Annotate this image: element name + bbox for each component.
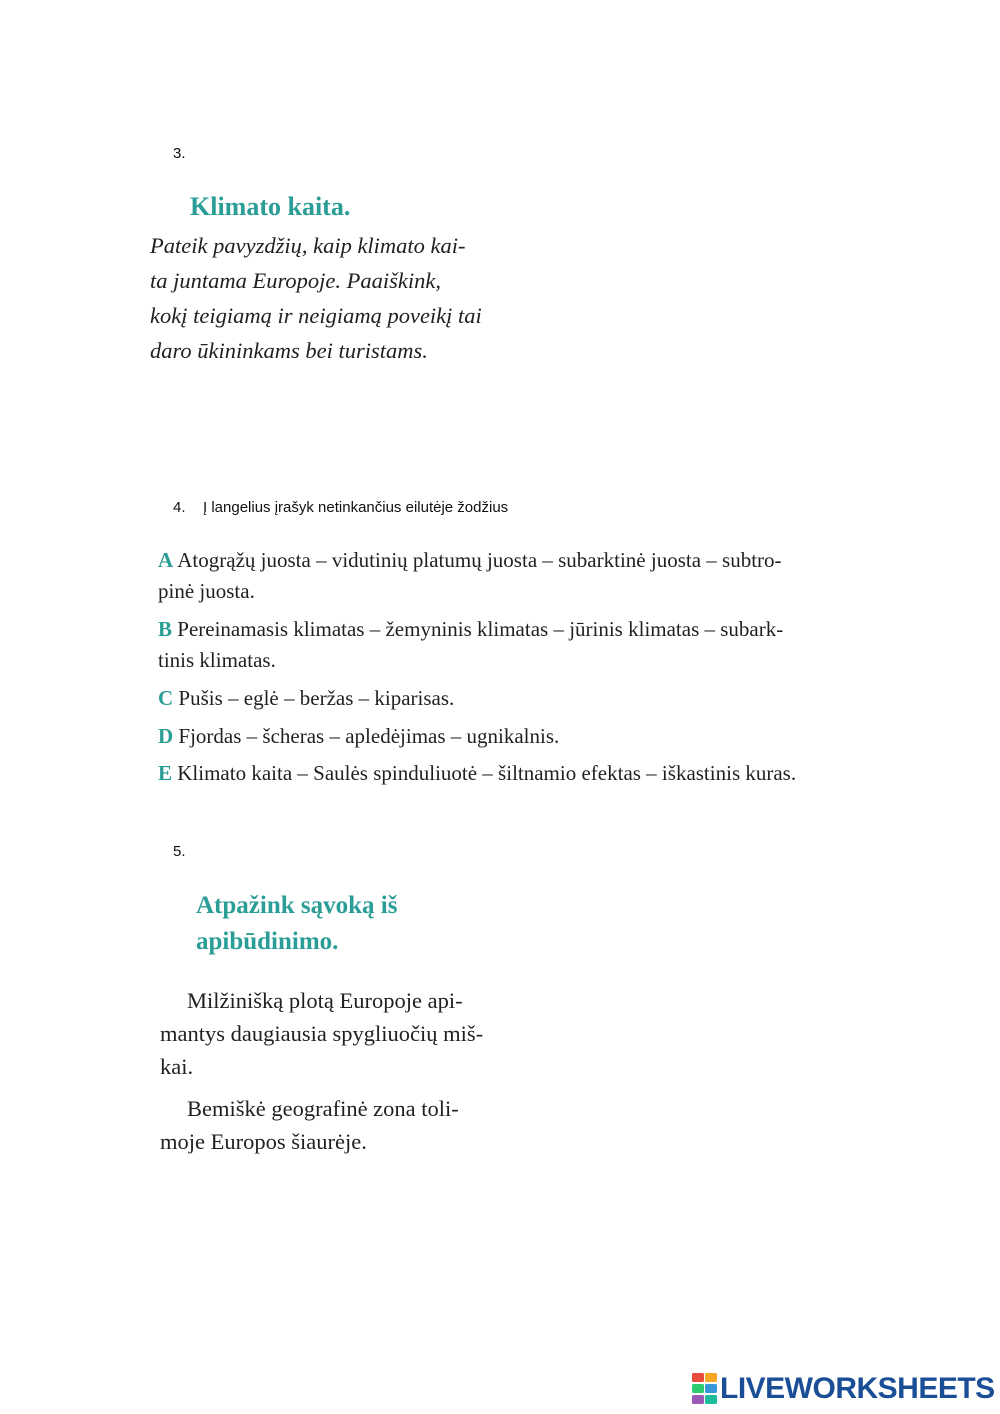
description-line: mantys daugiausia spygliuočių miš- [160, 1021, 484, 1046]
item-letter: E [158, 761, 173, 785]
item-text-continued: tinis klimatas. [158, 648, 276, 672]
question-4-instruction: Į langelius įrašyk netinkančius eilutėje žodžius [203, 499, 509, 516]
question-3-prompt [150, 228, 482, 368]
liveworksheets-logo [692, 1372, 995, 1406]
title-line: Atpažink sąvoką iš [196, 892, 398, 919]
item-letter: D [158, 724, 174, 748]
question-5-title [196, 888, 397, 960]
description-line: Bemiškė geografinė zona toli- [187, 1096, 459, 1121]
prompt-line: ta juntama Europoje. Paaiškink, [150, 268, 442, 293]
item-letter: B [158, 617, 173, 641]
description-line: moje Europos šiaurėje. [160, 1129, 367, 1154]
question-3-number: 3. [173, 145, 186, 162]
liveworksheets-logo-icon [692, 1373, 718, 1405]
item-letter: A [158, 548, 174, 572]
item-text-continued: pinė juosta. [158, 579, 255, 603]
question-5-number: 5. [173, 843, 186, 860]
item-text: Pušis – eglė – beržas – kiparisas. [178, 686, 455, 710]
list-item-e [158, 758, 796, 789]
list-item-c [158, 683, 454, 714]
item-text: Pereinamasis klimatas – žemyninis klimatas – jūrinis klimatas – subark- [177, 617, 784, 641]
list-item-d [158, 721, 559, 752]
item-text: Atogrąžų juosta – vidutinių platumų juosta – subarktinė juosta – subtro- [177, 548, 782, 572]
prompt-line: daro ūkininkams bei turistams. [150, 338, 428, 363]
prompt-line: kokį teigiamą ir neigiamą poveikį tai [150, 303, 482, 328]
item-text: Klimato kaita – Saulės spinduliuotė – šiltnamio efektas – iškastinis kuras. [177, 761, 797, 785]
prompt-line: Pateik pavyzdžių, kaip klimato kai- [150, 233, 466, 258]
question-4-number: 4. [173, 499, 186, 516]
question-5-description-2 [160, 1092, 459, 1158]
item-letter: C [158, 686, 174, 710]
description-line: kai. [160, 1054, 194, 1079]
item-text: Fjordas – šcheras – apledėjimas – ugnikalnis. [178, 724, 560, 748]
logo-text: LIVEWORKSHEETS [720, 1372, 995, 1405]
list-item-a [158, 545, 782, 607]
description-line: Milžinišką plotą Europoje api- [187, 988, 463, 1013]
question-5-description-1 [160, 984, 483, 1083]
list-item-b [158, 614, 783, 676]
question-3-title: Klimato kaita. [190, 192, 351, 221]
title-line: apibūdinimo. [196, 928, 339, 955]
